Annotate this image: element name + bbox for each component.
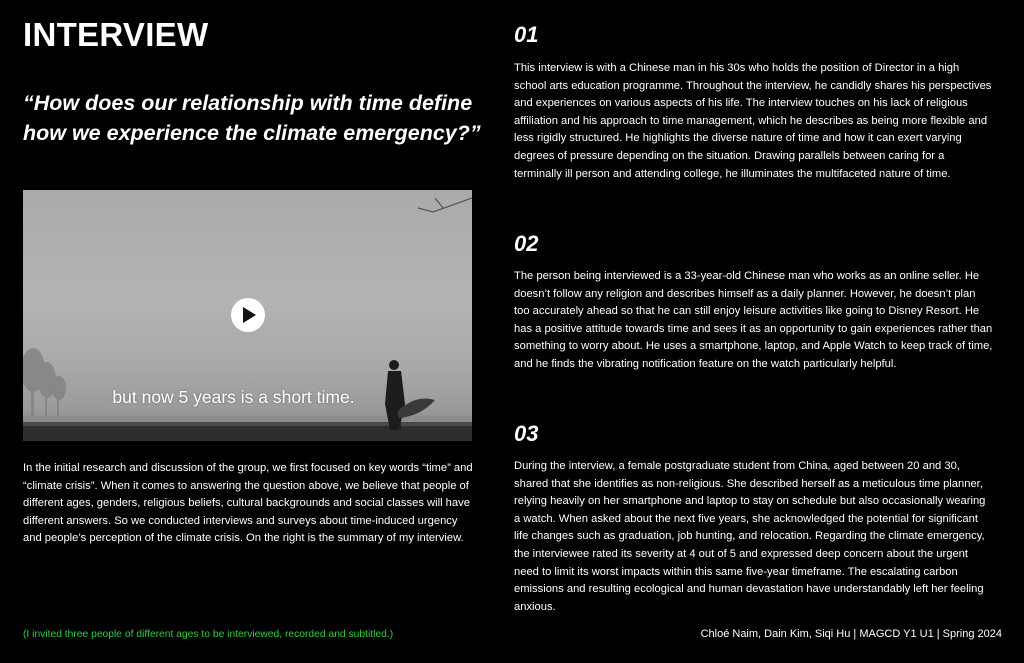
credits-footer: Chloé Naim, Dain Kim, Siqi Hu | MAGCD Y1 U1 | Spring 2024: [700, 628, 1002, 640]
video-subtitle: but now 5 years is a short time.: [112, 387, 355, 407]
section-number-02: 02: [514, 231, 539, 256]
section-body-02: The person being interviewed is a 33-year-old Chinese man who works as an online seller. He doesn’t follow any religion and describes himself as a daily planner. However, he doesn’t plan too accurately ahead so that he can still enjoy leisure activities like going to Disney Resort. He has a positive attitude towards time and sees it as an opportunity to gain experiences rather than something to worry about. He uses a smartphone, laptop, and Apple Watch to keep track of time, and he finds the vibrating notification feature on the watch particularly helpful.: [514, 270, 993, 370]
research-question-quote: “How does our relationship with time define how we experience the climate emergency?”: [23, 91, 481, 145]
section-number-03: 03: [514, 421, 539, 446]
play-icon: [243, 307, 256, 323]
interview-note: (I invited three people of different ages to be interviewed, recorded and subtitled.): [23, 629, 394, 640]
interview-video-player[interactable]: [23, 190, 472, 441]
section-number-01: 01: [514, 22, 539, 47]
section-body-01: This interview is with a Chinese man in his 30s who holds the position of Director in a high school arts education programme. Throughout the interview, he candidly shares his perspectives and experiences on various aspects of his life. The interview touches on his lack of religious affiliation and his approach to time management, which he describes as being more flexible and less rigidly structured. He highlights the diverse nature of time and how it can exert varying degrees of pressure depending on the situation. Drawing parallels between caring for a terminally ill person and attending college, he illuminates the multifaceted nature of time.: [514, 62, 992, 180]
section-body-03: During the interview, a female postgraduate student from China, aged between 20 and 30, shared that she identifies as non-religious. She described herself as a meticulous time planner, relying heavily on her smartphone and laptop to stay on schedule but also occasionally wearing a watch. When asked about the next five years, she acknowledged the potential for significant life changes such as graduation, job hunting, and relocation. Regarding the climate emergency, the interviewee rated its severity at 4 out of 5 and expressed deep concern about the urgent need to limit its worst impacts within this same five-year timeframe. The escalating carbon emissions and resulting ecological and human devastation have understandably left her feeling anxious.: [514, 460, 986, 613]
intro-paragraph: In the initial research and discussion of the group, we first focused on key words “time” and “climate crisis”. When it comes to answering the question above, we believe that people of different ages, genders, religious beliefs, cultural backgrounds and social classes will have different answers. So we conducted interviews and surveys about time-induced urgency and people’s perception of the climate crisis. On the right is the summary of my interview.: [23, 462, 473, 545]
play-button[interactable]: [231, 298, 265, 332]
page-title: INTERVIEW: [23, 16, 209, 53]
